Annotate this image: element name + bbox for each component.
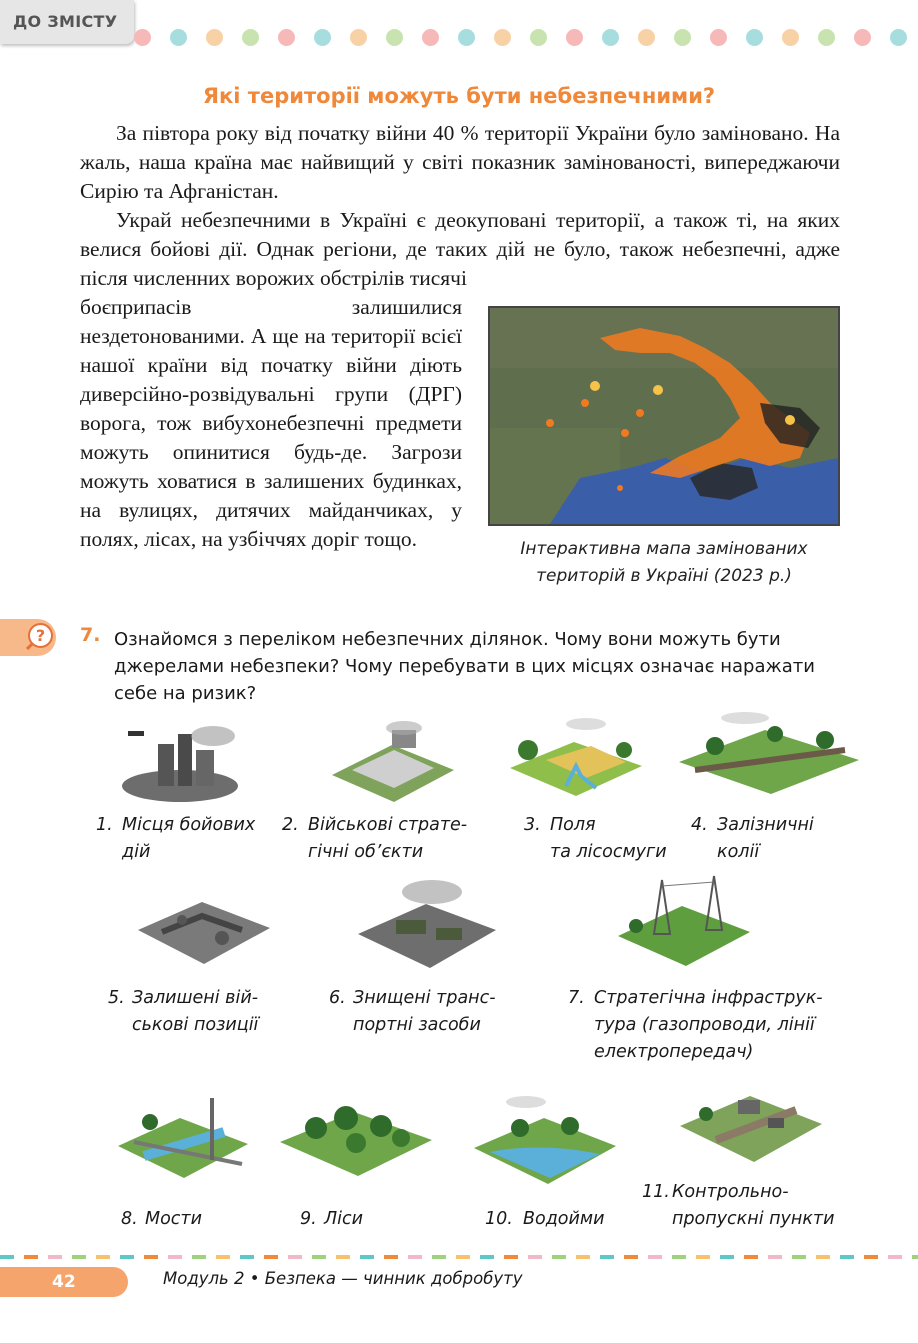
decorative-dot bbox=[422, 29, 439, 46]
map-caption-line-1: Інтерактивна мапа замінованих bbox=[520, 539, 808, 559]
footer-dash bbox=[792, 1255, 806, 1259]
decorative-dot bbox=[746, 29, 763, 46]
footer-dash bbox=[408, 1255, 422, 1259]
decorative-dot bbox=[854, 29, 871, 46]
decorative-dot bbox=[710, 29, 727, 46]
footer-dash bbox=[384, 1255, 398, 1259]
item-11-label: 11. Контрольно- пропускні пункти bbox=[642, 1182, 835, 1229]
footer-dash bbox=[336, 1255, 350, 1259]
item-1-label: 1. Місця бойових дій bbox=[96, 815, 256, 862]
decorative-dot bbox=[170, 29, 187, 46]
item-2-label: 2. Військові страте- гічні об’єкти bbox=[282, 815, 468, 862]
item-10-label: 10. Водойми bbox=[485, 1209, 605, 1229]
decorative-dot bbox=[386, 29, 403, 46]
footer-dash bbox=[0, 1255, 14, 1259]
footer-dash bbox=[312, 1255, 326, 1259]
decorative-dot bbox=[242, 29, 259, 46]
item-6-label: 6. Знищені транс- портні засоби bbox=[329, 988, 496, 1035]
footer-dash bbox=[720, 1255, 734, 1259]
decorative-dot bbox=[782, 29, 799, 46]
map-illustration bbox=[490, 308, 838, 524]
footer-dash bbox=[696, 1255, 710, 1259]
task-number: 7. bbox=[80, 624, 101, 646]
footer-dash bbox=[600, 1255, 614, 1259]
decorative-dot bbox=[134, 29, 151, 46]
footer-dash bbox=[168, 1255, 182, 1259]
bridge-illustration bbox=[114, 1092, 254, 1184]
footer-dash bbox=[192, 1255, 206, 1259]
footer-dash bbox=[768, 1255, 782, 1259]
paragraph-3: боєприпасів залишилися нездетонованими. А ще на території всієї нашої країни від початку війни діють диверсійно-розвідувальні групи (ДРГ) ворога, тож вибухонебезпечні предмети можуть опинитися будь-де. Загрози можуть ховатися в залишених будинках, на вулицях, дитячих майданчиках, у полях, лісах, на узбіччях доріг тощо. bbox=[80, 295, 462, 551]
item-4-label: 4. Залізничні колії bbox=[691, 815, 814, 862]
footer-dashed-line bbox=[0, 1255, 918, 1259]
field-and-forest-illustration bbox=[506, 716, 646, 806]
footer-dash bbox=[576, 1255, 590, 1259]
footer-dash bbox=[456, 1255, 470, 1259]
map-caption-line-2: територій в Україні (2023 р.) bbox=[536, 566, 792, 586]
military-facility-illustration bbox=[322, 720, 462, 808]
item-7-label: 7. Стратегічна інфраструк- тура (газопроводи, лінії електропередач) bbox=[568, 988, 823, 1062]
item-3-label: 3. Поля та лісосмуги bbox=[524, 815, 667, 862]
footer-dash bbox=[480, 1255, 494, 1259]
railway-illustration bbox=[675, 710, 863, 800]
decorative-dot bbox=[818, 29, 835, 46]
abandoned-positions-illustration bbox=[132, 880, 274, 972]
task-text: Ознайомся з переліком небезпечних ділянок. Чому вони можуть бути джерелами небезпеки? Чому перебувати в цих місцях означає наражати себе на ризик? bbox=[114, 629, 815, 704]
footer-dash bbox=[528, 1255, 542, 1259]
item-9-label: 9. Ліси bbox=[300, 1209, 364, 1229]
footer-dash bbox=[648, 1255, 662, 1259]
footer-dash bbox=[264, 1255, 278, 1259]
question-icon bbox=[0, 619, 56, 656]
footer-dash bbox=[672, 1255, 686, 1259]
footer-dash bbox=[816, 1255, 830, 1259]
decorative-dot bbox=[890, 29, 907, 46]
checkpoint-illustration bbox=[676, 1070, 826, 1170]
footer-dash bbox=[144, 1255, 158, 1259]
decorative-dot bbox=[566, 29, 583, 46]
decorative-dot bbox=[530, 29, 547, 46]
water-body-illustration bbox=[470, 1092, 620, 1192]
footer-dash bbox=[912, 1255, 918, 1259]
decorative-dot bbox=[314, 29, 331, 46]
footer-dash bbox=[504, 1255, 518, 1259]
footer-dash bbox=[744, 1255, 758, 1259]
decorative-dot bbox=[494, 29, 511, 46]
paragraph-1: За півтора року від початку війни 40 % території України було заміновано. На жаль, наша країна має найвищий у світі показник замінованості, випереджаючи Сирію та Афганістан. bbox=[80, 121, 840, 203]
section-heading: Які території можуть бути небезпечними? bbox=[202, 84, 716, 108]
decorative-dot bbox=[602, 29, 619, 46]
footer-dash bbox=[96, 1255, 110, 1259]
footer-dash bbox=[432, 1255, 446, 1259]
decorative-dot bbox=[206, 29, 223, 46]
battle-zone-illustration bbox=[118, 716, 243, 806]
running-title: Модуль 2 • Безпека — чинник добробуту bbox=[163, 1269, 523, 1288]
decorative-dot bbox=[638, 29, 655, 46]
decorative-dot bbox=[350, 29, 367, 46]
footer-dash bbox=[840, 1255, 854, 1259]
footer-dash bbox=[288, 1255, 302, 1259]
page-number: 42 bbox=[0, 1267, 128, 1297]
footer-dash bbox=[240, 1255, 254, 1259]
decorative-dot bbox=[674, 29, 691, 46]
forest-illustration bbox=[276, 1088, 436, 1180]
question-mark-glyph: ? bbox=[28, 623, 53, 648]
mined-territories-map-image bbox=[488, 306, 840, 526]
paragraph-2: Украй небезпечними в Україні є деокуповані території, а також ті, на яких велися бойові дії. Однак регіони, де таких дій не було, також небезпечні, адже після численних ворожих обстрілів тисячі bbox=[80, 208, 840, 290]
footer-dash bbox=[888, 1255, 902, 1259]
footer-dash bbox=[624, 1255, 638, 1259]
item-8-label: 8. Мости bbox=[121, 1209, 202, 1229]
footer-dash bbox=[120, 1255, 134, 1259]
footer-dash bbox=[360, 1255, 374, 1259]
item-5-label: 5. Залишені вій- ськові позиції bbox=[108, 988, 259, 1035]
decorative-dots bbox=[134, 29, 918, 47]
table-of-contents-button[interactable]: ДО ЗМІСТУ bbox=[0, 0, 134, 44]
footer-dash bbox=[72, 1255, 86, 1259]
map-caption bbox=[488, 536, 840, 590]
footer-dash bbox=[216, 1255, 230, 1259]
footer-dash bbox=[24, 1255, 38, 1259]
power-lines-illustration bbox=[612, 874, 754, 970]
footer-dash bbox=[864, 1255, 878, 1259]
decorative-dot bbox=[278, 29, 295, 46]
footer-dash bbox=[48, 1255, 62, 1259]
decorative-dot bbox=[458, 29, 475, 46]
destroyed-vehicles-illustration bbox=[352, 876, 500, 974]
footer-dash bbox=[552, 1255, 566, 1259]
